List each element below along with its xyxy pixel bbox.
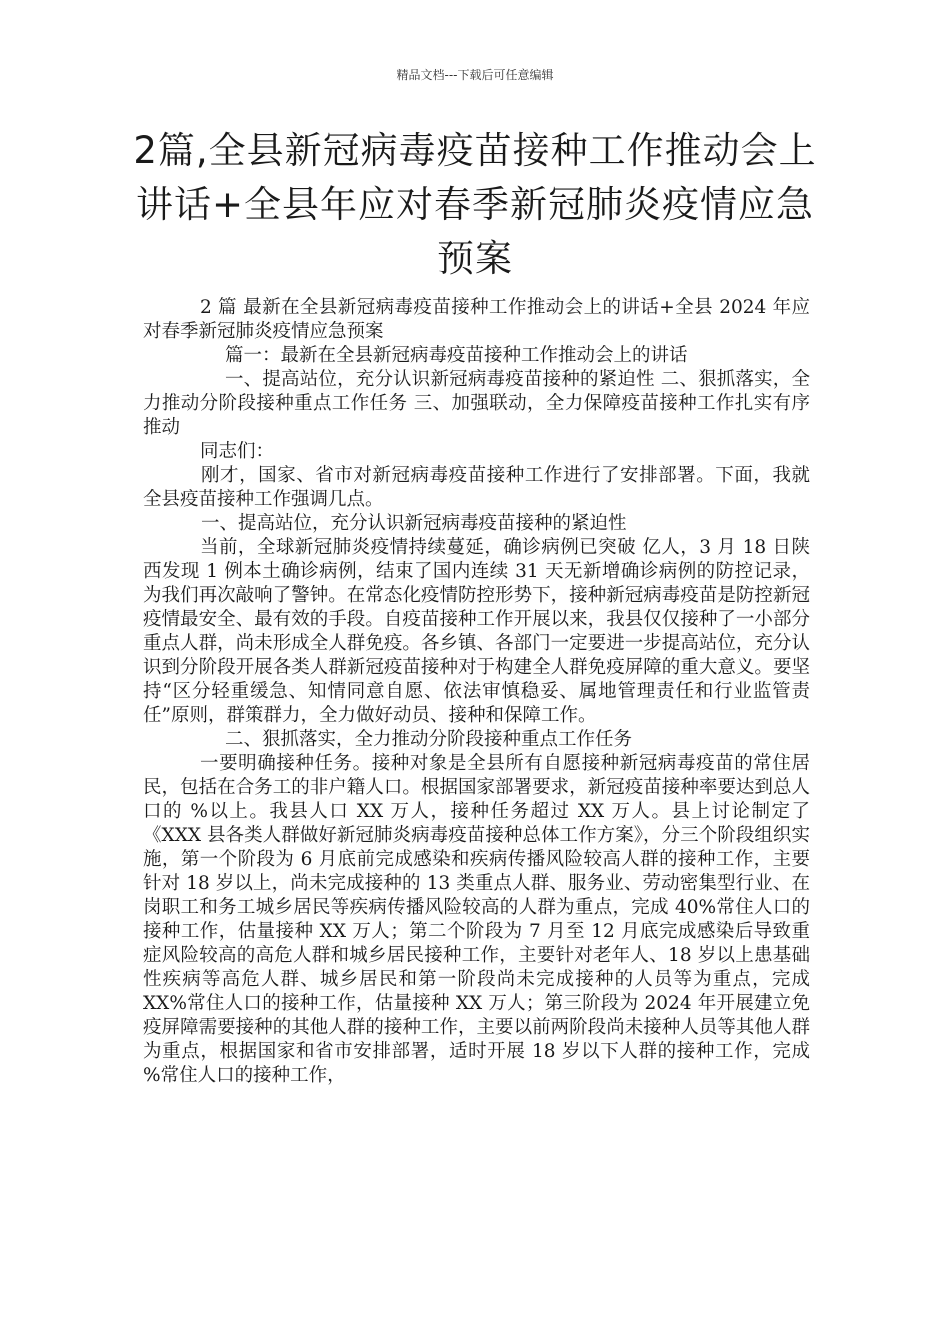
header-note: 精品文档---下载后可任意编辑 (396, 68, 554, 82)
outline-paragraph: 一、提高站位，充分认识新冠病毒疫苗接种的紧迫性 二、狠抓落实，全力推动分阶段接种重点工作任务 三、加强联动，全力保障疫苗接种工作扎实有序推动 (143, 369, 810, 438)
body-paragraph: 刚才，国家、省市对新冠病毒疫苗接种工作进行了安排部署。下面，我就全县疫苗接种工作强调几点。 (143, 465, 810, 510)
document-body (143, 296, 810, 1088)
summary-paragraph: 2 篇 最新在全县新冠病毒疫苗接种工作推动会上的讲话+全县 2024 年应对春季新冠肺炎疫情应急预案 (143, 297, 810, 342)
section-heading: 篇一：最新在全县新冠病毒疫苗接种工作推动会上的讲话 (225, 345, 688, 366)
document-title: 2篇,全县新冠病毒疫苗接种工作推动会上讲话+全县年应对春季新冠肺炎疫情应急预案 (133, 129, 817, 280)
salutation: 同志们： (200, 441, 275, 462)
section-heading: 一、提高站位，充分认识新冠病毒疫苗接种的紧迫性 (201, 513, 627, 534)
body-paragraph: 一要明确接种任务。接种对象是全县所有自愿接种新冠病毒疫苗的常住居民，包括在合务工的非户籍人口。根据国家部署要求，新冠疫苗接种率要达到总人口的 %以上。我县人口 XX 万人，接种任务超过 XX 万人。县上讨论制定了《XXX 县各类人群做好新冠肺炎病毒疫苗接种总体工作方案》，分三个阶段组织实施，第一个阶段为 6 月底前完成感染和疾病传播风险较高人群的接种工作，主要针对 18 岁以上，尚未完成接种的 13 类重点人群、服务业、劳动密集型行业、在岗职工和务工城乡居民等疾病传播风险较高的人群为重点，完成 40%常住人口的接种工作，估量接种 XX 万人；第二个阶段为 7 月至 12 月底完成感染后导致重症风险较高的高危人群和城乡居民接种工作，主要针对老年人、18 岁以上患基础性疾病等高危人群、城乡居民和第一阶段尚未完成接种的人员等为重点，完成 XX%常住人口的接种工作，估量接种 XX 万人；第三阶段为 2024 年开展建立免疫屏障需要接种的其他人群的接种工作，主要以前两阶段尚未接种人员等其他人群为重点，根据国家和省市安排部署，适时开展 18 岁以下人群的接种工作，完成 %常住人口的接种工作， (143, 753, 810, 1086)
body-paragraph: 当前，全球新冠肺炎疫情持续蔓延，确诊病例已突破 亿人，3 月 18 日陕西发现 1 例本土确诊病例，结束了国内连续 31 天无新增确诊病例的防控记录，为我们再次敲响了警钟。在常态化疫情防控形势下，接种新冠病毒疫苗是防控新冠疫情最安全、最有效的手段。自疫苗接种工作开展以来，我县仅仅接种了一小部分重点人群，尚未形成全人群免疫。各乡镇、各部门一定要进一步提高站位，充分认识到分阶段开展各类人群新冠疫苗接种对于构建全人群免疫屏障的重大意义。要坚持“区分轻重缓急、知情同意自愿、依法审慎稳妥、属地管理责任和行业监管责任”原则，群策群力，全力做好动员、接种和保障工作。 (143, 537, 810, 726)
section-heading: 二、狠抓落实，全力推动分阶段接种重点工作任务 (225, 729, 633, 750)
